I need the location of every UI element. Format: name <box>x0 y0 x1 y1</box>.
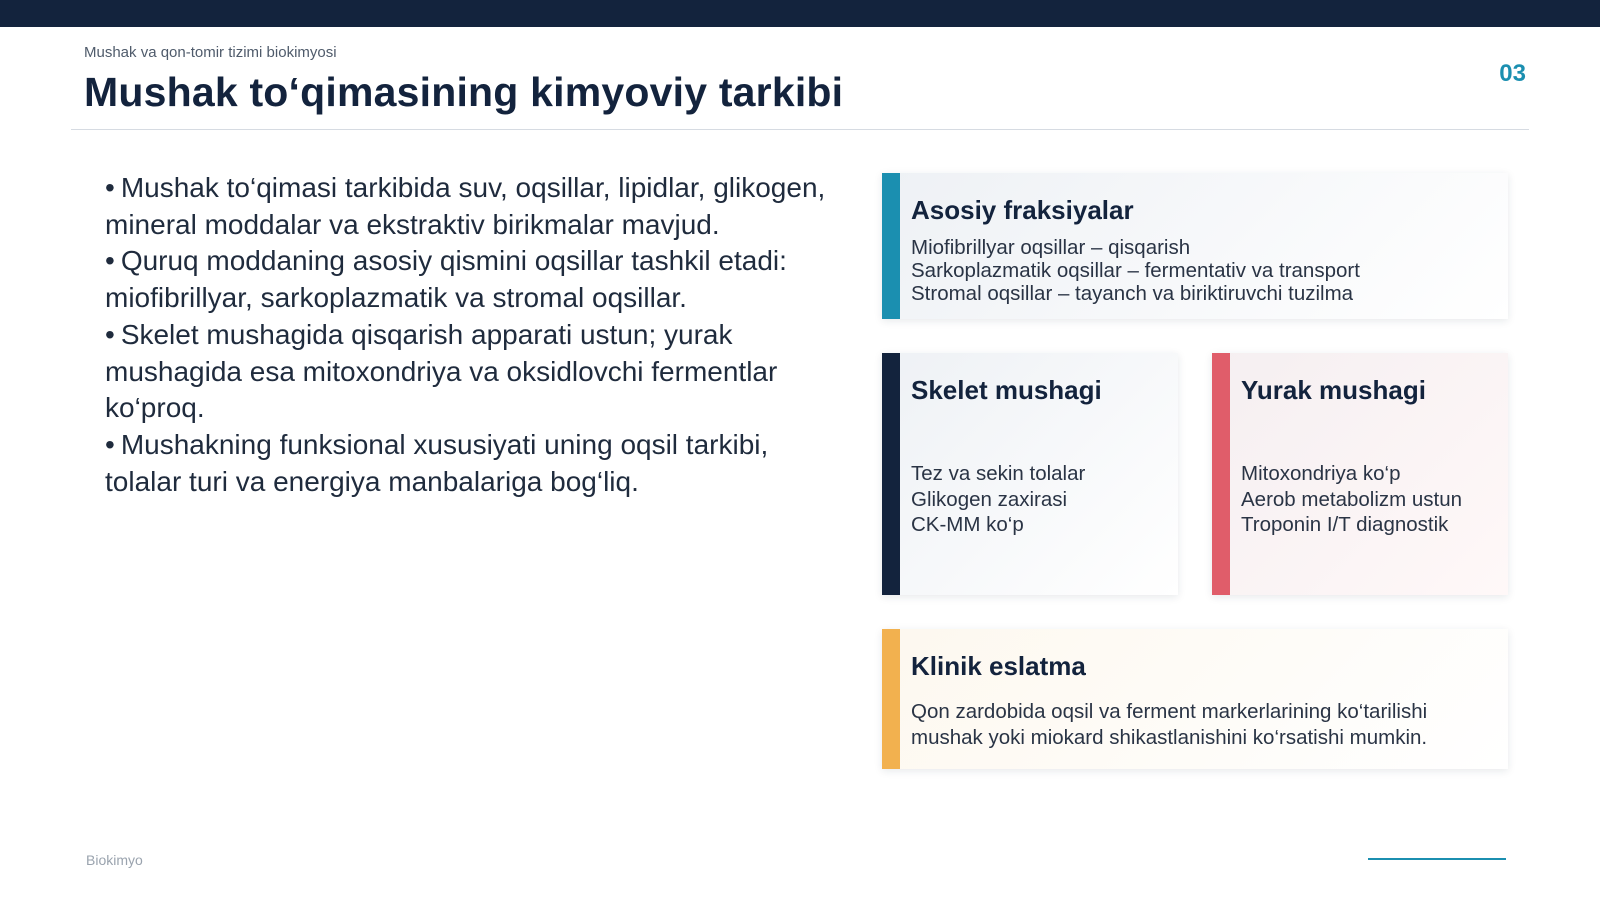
bullet-marker: • <box>105 428 115 460</box>
bullet-item <box>105 427 845 500</box>
card-title: Klinik eslatma <box>911 651 1086 681</box>
card-accent-bar <box>882 629 900 769</box>
bullet-item <box>105 170 845 243</box>
footer-label: Biokimyo <box>86 852 143 868</box>
card-clinical-note <box>882 629 1508 769</box>
card-title: Asosiy fraksiyalar <box>911 195 1134 225</box>
bullet-text: Quruq moddaning asosiy qismini oqsillar tashkil etadi: miofibrillyar, sarkoplazmatik va stromal oqsillar. <box>105 245 787 314</box>
card-line: Qon zardobida oqsil va ferment markerlarining ko‘tarilishi <box>911 700 1428 723</box>
bullet-marker: • <box>105 318 115 350</box>
card-body <box>911 699 1427 750</box>
bullet-text: Mushakning funksional xususiyati uning oqsil tarkibi, tolalar turi va energiya manbalariga bog‘liq. <box>105 428 769 497</box>
card-line: Mitoxondriya ko‘p <box>1241 462 1401 485</box>
bullet-item <box>105 243 845 316</box>
card-accent-bar <box>882 353 900 595</box>
card-main-fractions <box>882 173 1508 319</box>
card-title: Skelet mushagi <box>911 375 1102 405</box>
card-cardiac-muscle <box>1212 353 1508 595</box>
card-body <box>911 461 1085 538</box>
bullet-list <box>105 170 845 500</box>
card-line: mushak yoki miokard shikastlanishini ko‘rsatishi mumkin. <box>911 725 1428 749</box>
slide-header <box>84 44 1534 118</box>
card-skeletal-muscle <box>882 353 1178 595</box>
page-title: Mushak to‘qimasining kimyoviy tarkibi <box>84 69 844 115</box>
card-body <box>1241 461 1462 538</box>
slide-subtitle: Mushak va qon-tomir tizimi biokimyosi <box>84 44 337 61</box>
top-band <box>0 0 1600 27</box>
header-divider <box>71 129 1529 130</box>
bullet-marker: • <box>105 172 115 203</box>
card-line: Miofibrillyar oqsillar – qisqarish <box>911 236 1191 259</box>
card-accent-bar <box>882 173 900 319</box>
card-line: Troponin I/T diagnostik <box>1241 513 1449 536</box>
card-line: Stromal oqsillar – tayanch va biriktiruvchi tuzilma <box>911 281 1354 305</box>
card-line: Sarkoplazmatik oqsillar – fermentativ va transport <box>911 258 1360 282</box>
page-number: 03 <box>1499 60 1526 87</box>
card-line: Aerob metabolizm ustun <box>1241 487 1463 511</box>
footer-accent-line <box>1368 858 1506 860</box>
card-accent-bar <box>1212 353 1230 595</box>
card-line: Tez va sekin tolalar <box>911 462 1086 485</box>
card-line: Glikogen zaxirasi <box>911 487 1068 511</box>
bullet-item <box>105 317 845 427</box>
card-body <box>911 237 1360 305</box>
bullet-text: Skelet mushagida qisqarish apparati ustun; yurak mushagida esa mitoxondriya va oksidlovchi fermentlar ko‘proq. <box>105 318 778 424</box>
card-title: Yurak mushagi <box>1241 375 1426 405</box>
card-line: CK-MM ko‘p <box>911 513 1024 536</box>
bullet-text: Mushak to‘qimasi tarkibida suv, oqsillar, lipidlar, glikogen, mineral moddalar va ekstraktiv birikmalar mavjud. <box>105 172 826 240</box>
bullet-marker: • <box>105 245 115 277</box>
